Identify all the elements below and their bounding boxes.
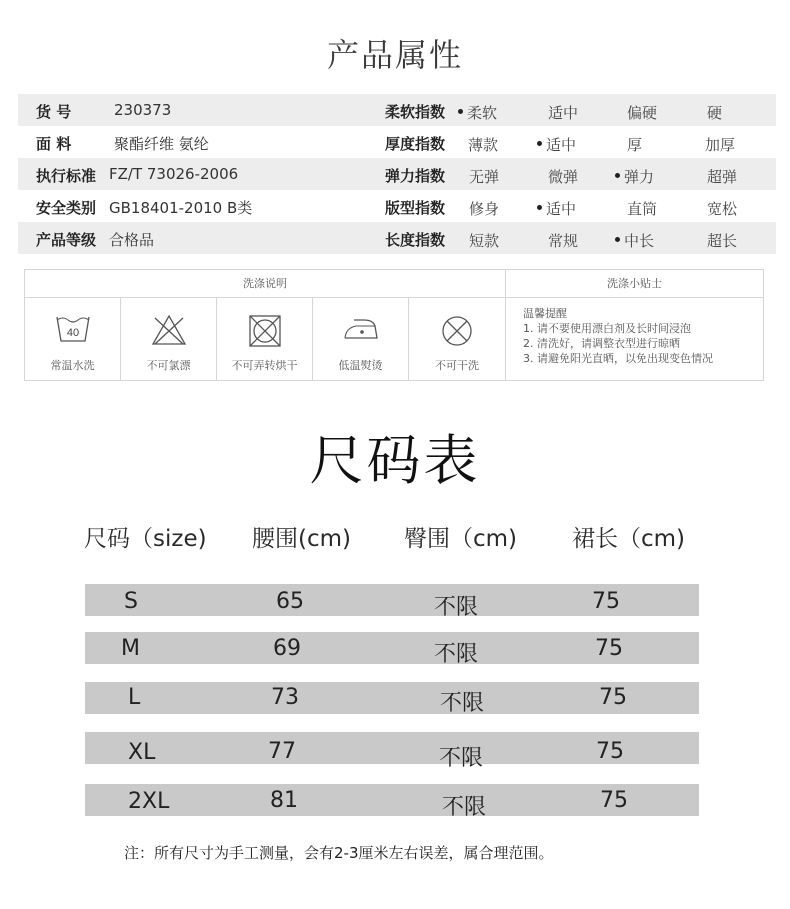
size-cell: 2XL <box>128 789 170 814</box>
header-hip: 臀围（cm) <box>404 526 518 552</box>
tip-item: 2. 清洗好，请调整衣型进行晾晒 <box>523 337 680 350</box>
index-option: 超长 <box>707 232 738 250</box>
attribute-value: GB18401-2010 B类 <box>109 199 253 217</box>
no-dry-clean-icon <box>440 314 474 348</box>
attribute-row <box>18 94 776 126</box>
index-option: 薄款 <box>468 136 499 154</box>
attribute-row <box>18 190 776 222</box>
care-item <box>121 298 217 381</box>
wash-40-icon <box>55 314 91 344</box>
selected-dot-icon <box>615 173 620 178</box>
length-cell: 75 <box>592 589 620 614</box>
measurement-note: 注：所有尺寸为手工测量，会有2-3厘米左右误差，属合理范围。 <box>124 844 554 862</box>
attribute-value: 230373 <box>114 101 172 119</box>
index-option: 短款 <box>469 232 500 250</box>
care-caption: 常温水洗 <box>50 359 95 372</box>
no-bleach-icon <box>151 314 187 346</box>
care-item <box>409 298 506 381</box>
index-option: 常规 <box>548 232 579 250</box>
hip-cell: 不限 <box>434 595 479 620</box>
selected-dot-icon <box>458 109 463 114</box>
size-cell: L <box>128 685 141 710</box>
care-instructions-header: 洗涤说明 <box>25 270 506 298</box>
care-item <box>313 298 409 381</box>
attribute-label: 货 号 <box>36 103 72 121</box>
index-label: 版型指数 <box>385 199 446 217</box>
waist-cell: 77 <box>268 739 296 764</box>
hip-cell: 不限 <box>440 691 485 716</box>
index-option: 加厚 <box>705 136 736 154</box>
attribute-row <box>18 158 776 190</box>
index-option: 无弹 <box>469 168 500 186</box>
tips-heading: 温馨提醒 <box>523 307 567 320</box>
index-label: 长度指数 <box>385 231 446 249</box>
index-option-selected: 柔软 <box>458 102 497 123</box>
attribute-row <box>18 126 776 158</box>
index-option: 硬 <box>707 104 723 122</box>
no-tumble-dry-icon <box>248 314 282 348</box>
index-option: 微弹 <box>548 168 579 186</box>
attribute-row <box>18 222 776 254</box>
care-tips <box>523 306 713 366</box>
index-option: 直筒 <box>627 200 658 218</box>
care-caption: 不可氯漂 <box>146 359 191 372</box>
header-length: 裙长（cm) <box>572 526 686 552</box>
selected-dot-icon <box>537 205 542 210</box>
care-item <box>25 298 121 381</box>
tip-item: 3. 请避免阳光直晒，以免出现变色情况 <box>523 352 713 365</box>
attribute-label: 执行标准 <box>36 167 97 185</box>
length-cell: 75 <box>600 788 628 813</box>
size-cell: S <box>124 589 138 614</box>
attribute-value: 聚酯纤维 氨纶 <box>114 135 209 153</box>
selected-dot-icon <box>615 237 620 242</box>
wash-temp: 40 <box>66 327 79 339</box>
hip-cell: 不限 <box>439 746 484 771</box>
size-cell: M <box>121 636 140 661</box>
attribute-label: 面 料 <box>36 135 72 153</box>
length-cell: 75 <box>596 739 624 764</box>
care-caption: 不可弄转烘干 <box>231 359 298 372</box>
attribute-label: 安全类别 <box>36 199 97 217</box>
length-cell: 75 <box>595 636 623 661</box>
care-caption: 不可干洗 <box>435 359 479 372</box>
tip-item: 1. 请不要使用漂白剂及长时间浸泡 <box>523 322 691 335</box>
waist-cell: 81 <box>270 788 298 813</box>
index-option: 超弹 <box>707 168 738 186</box>
index-option-selected: 适中 <box>537 198 576 219</box>
index-label: 厚度指数 <box>385 135 446 153</box>
header-waist: 腰围(cm) <box>252 526 351 552</box>
index-option: 适中 <box>548 104 579 122</box>
selected-dot-icon <box>537 141 542 146</box>
index-option-selected: 适中 <box>537 134 576 155</box>
attribute-value: 合格品 <box>109 231 155 249</box>
attribute-value: FZ/T 73026-2006 <box>109 165 239 183</box>
hip-cell: 不限 <box>434 642 479 667</box>
index-option-selected: 中长 <box>615 230 654 251</box>
care-tips-header: 洗涤小贴士 <box>506 270 763 298</box>
attributes-title: 产品属性 <box>326 36 463 74</box>
index-option: 修身 <box>469 200 500 218</box>
care-caption: 低温熨烫 <box>338 359 383 372</box>
index-label: 柔软指数 <box>385 103 446 121</box>
index-option: 偏硬 <box>627 104 658 122</box>
attribute-label: 产品等级 <box>36 231 97 249</box>
length-cell: 75 <box>599 685 627 710</box>
care-panel <box>24 269 764 381</box>
waist-cell: 73 <box>271 685 299 710</box>
header-size: 尺码（size) <box>84 526 207 552</box>
size-cell: XL <box>128 740 156 765</box>
size-chart-title: 尺码表 <box>309 429 481 492</box>
waist-cell: 69 <box>273 636 301 661</box>
hip-cell: 不限 <box>442 795 487 820</box>
index-option: 宽松 <box>707 200 738 218</box>
index-option: 厚 <box>627 136 643 154</box>
care-item <box>217 298 313 381</box>
index-option-selected: 弹力 <box>615 166 654 187</box>
waist-cell: 65 <box>276 589 304 614</box>
index-label: 弹力指数 <box>385 167 446 185</box>
low-iron-icon <box>342 314 380 344</box>
